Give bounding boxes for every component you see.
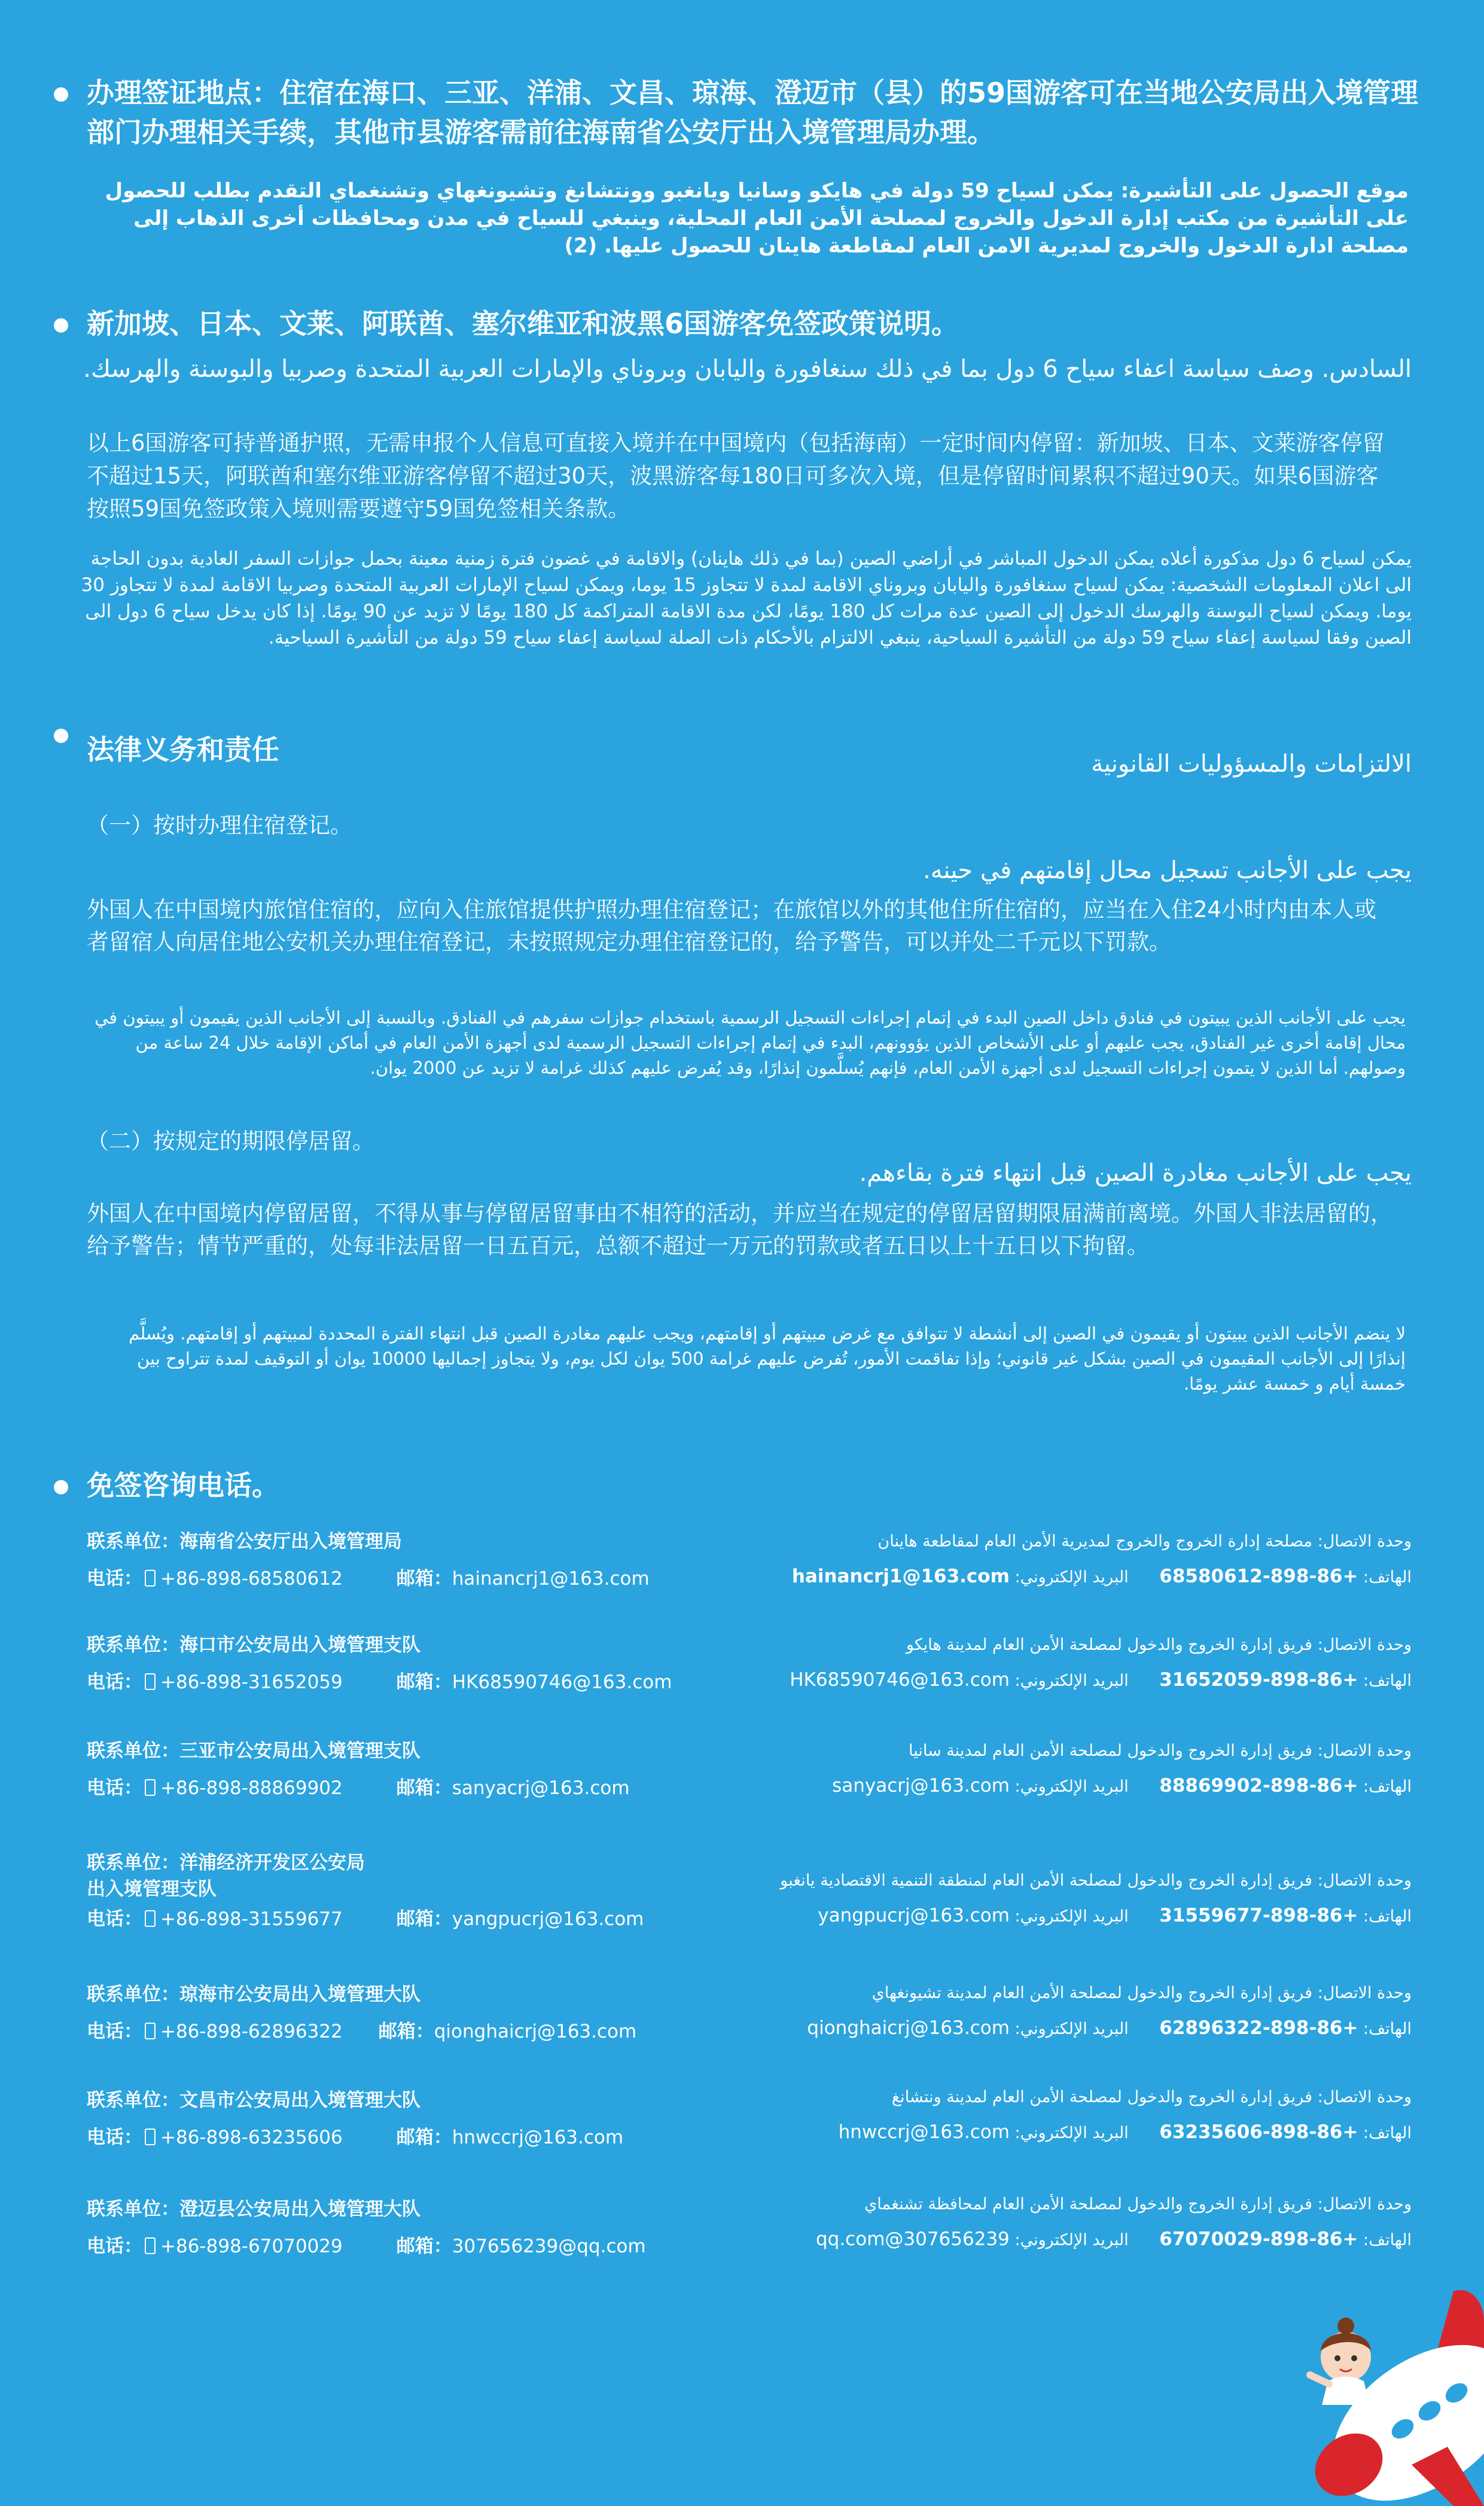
phone-icon [145, 1779, 156, 1796]
contact-email[interactable]: HK68590746@163.com [452, 1671, 672, 1693]
contact-email-ar[interactable]: hainancrj1@163.com [791, 1566, 1010, 1587]
contact-block-arabic [688, 1869, 1412, 1929]
phone-icon [145, 2023, 156, 2039]
contact-block-arabic [748, 1981, 1412, 2041]
legal-heading: 法律义务和责任 [87, 733, 279, 766]
email-label-ar: البريد الإلكتروني: [1014, 1671, 1129, 1690]
contact-block [87, 1528, 745, 1592]
contact-email[interactable]: yangpucrj@163.com [452, 1908, 644, 1930]
contact-block [87, 1738, 745, 1801]
contact-unit-ar: مصلحة إدارة الخروج والخروج لمديرية الأمن العام لمقاطعة هاينان [877, 1532, 1312, 1551]
contact-block-arabic [748, 2085, 1412, 2145]
phone-label: 电话： [87, 1777, 142, 1799]
six-countries-heading: 新加坡、日本、文莱、阿联酋、塞尔维亚和波黑6国游客免签政策说明。 [87, 307, 959, 340]
phone-icon [145, 1570, 156, 1587]
email-label-ar: البريد الإلكتروني: [1014, 1777, 1129, 1796]
contact-unit: 三亚市公安局出入境管理支队 [179, 1740, 420, 1762]
contact-email-ar[interactable]: yangpucrj@163.com [818, 1905, 1010, 1926]
contact-phone-ar[interactable]: +86-898-31652059 [1159, 1669, 1358, 1691]
unit-label-ar: وحدة الاتصال: [1317, 2195, 1412, 2213]
phone-icon [145, 1910, 156, 1927]
unit-label-ar: وحدة الاتصال: [1317, 2088, 1412, 2106]
email-label: 邮箱： [378, 2021, 434, 2042]
legal-item1-arabic-title: يجب على الأجانب تسجيل محال إقامتهم في حينه. [923, 857, 1412, 884]
contact-phone[interactable]: +86-898-68580612 [160, 1568, 343, 1590]
contact-email-ar[interactable]: HK68590746@163.com [790, 1669, 1010, 1691]
contact-email[interactable]: hnwccrj@163.com [452, 2127, 624, 2148]
contact-email-ar[interactable]: 307656239@qq.com [815, 2228, 1010, 2250]
contact-phone-ar[interactable]: +86-898-31559677 [1159, 1905, 1358, 1926]
legal-item2-title: （二）按规定的期限停居留。 [87, 1128, 374, 1154]
contact-email[interactable]: qionghaicrj@163.com [434, 2021, 637, 2042]
contact-unit: 洋浦经济开发区公安局 [179, 1852, 365, 1874]
contact-unit-ar: فريق إدارة الخروج والدخول لمصلحة الأمن العام لمنطقة التنمية الاقتصادية يانغبو [780, 1871, 1312, 1890]
bullet-dot-icon [54, 729, 68, 743]
phone-label: 电话： [87, 2021, 142, 2042]
unit-label-ar: وحدة الاتصال: [1317, 1984, 1412, 2002]
contact-email-ar[interactable]: hnwccrj@163.com [838, 2121, 1010, 2143]
visa-location-heading: 办理签证地点：住宿在海口、三亚、洋浦、文昌、琼海、澄迈市（县）的59国游客可在当地公安局出入境管理部门办理相关手续，其他市县游客需前往海南省公安厅出入境管理局办理。 [87, 77, 1419, 148]
phone-label: 电话： [87, 2236, 142, 2257]
phone-label-ar: الهاتف: [1363, 2124, 1412, 2142]
contact-unit: 琼海市公安局出入境管理大队 [179, 1984, 420, 2005]
legal-item1-arabic-body: يجب على الأجانب الذين يبيتون في فنادق داخل الصين البدء في إتمام إجراءات التسجيل الرسمية باستخدام جوازات سفرهم في الفنادق. وبالنسبة إلى الأجانب الذين يقيمون أو يبيتون في محال إقامة أخرى غير الفنادق، يجب عليهم أو على الأشخاص الذين يؤوونهم، البدء في إتمام إجراءات التسجيل الرسمية لدى أجهزة الأمن العام في أماكن الإقامة خلال 24 ساعة من وصولهم. أما الذين لا يتمون إجراءات التسجيل لدى أجهزة الأمن العام، فإنهم يُسلَّمون إنذارًا، وقد يُفرض عليهم كذلك غرامة لا تزيد عن 2000 يوان. [95, 1007, 1406, 1078]
unit-label: 联系单位： [87, 2199, 179, 2220]
email-label: 邮箱： [396, 1671, 452, 1693]
contact-phone[interactable]: +86-898-67070029 [160, 2236, 343, 2257]
contact-phone-ar[interactable]: +86-898-62896322 [1159, 2017, 1358, 2039]
phone-icon [145, 2237, 156, 2254]
phone-icon [145, 2129, 156, 2145]
unit-label-ar: وحدة الاتصال: [1317, 1636, 1412, 1654]
bullet-dot-icon [54, 87, 68, 102]
phone-label: 电话： [87, 1908, 142, 1930]
legal-item1-title: （一）按时办理住宿登记。 [87, 812, 352, 838]
contact-block [87, 1850, 745, 1932]
contact-phone[interactable]: +86-898-62896322 [160, 2021, 343, 2042]
phone-label: 电话： [87, 1568, 142, 1590]
phone-label: 电话： [87, 2127, 142, 2148]
contact-unit: 海口市公安局出入境管理支队 [179, 1634, 420, 1656]
contact-unit-ar: فريق إدارة الخروج والدخول لمصلحة الأمن العام لمدينة هايكو [906, 1636, 1312, 1654]
email-label: 邮箱： [396, 2127, 452, 2148]
email-label-ar: البريد الإلكتروني: [1014, 1907, 1129, 1926]
email-label-ar: البريد الإلكتروني: [1014, 2020, 1129, 2038]
contact-unit-line2: 出入境管理支队 [87, 1878, 217, 1900]
contact-email[interactable]: sanyacrj@163.com [452, 1777, 630, 1799]
contact-unit: 澄迈县公安局出入境管理大队 [179, 2199, 420, 2220]
contact-unit: 海南省公安厅出入境管理局 [179, 1531, 402, 1552]
six-countries-arabic-heading: السادس. وصف سياسة اعفاء سياح 6 دول بما في ذلك سنغافورة واليابان وبروناي والإمارات العربية المتحدة وصربيا والبوسنة والهرسك. [83, 355, 1412, 383]
phone-label-ar: الهاتف: [1363, 2231, 1412, 2249]
contact-unit-ar: فريق إدارة الخروج والدخول لمصلحة الأمن العام لمدينة تشيونغهاي [871, 1984, 1312, 2002]
contact-email[interactable]: 307656239@qq.com [452, 2236, 646, 2257]
email-label-ar: البريد الإلكتروني: [1014, 2124, 1129, 2142]
email-label-ar: البريد الإلكتروني: [1014, 1568, 1129, 1587]
email-label: 邮箱： [396, 1777, 452, 1799]
contact-phone-ar[interactable]: +86-898-88869902 [1159, 1775, 1358, 1796]
contact-block-arabic [748, 2193, 1412, 2252]
unit-label: 联系单位： [87, 1531, 179, 1552]
contact-phone-ar[interactable]: +86-898-67070029 [1159, 2228, 1358, 2250]
contact-phone-ar[interactable]: +86-898-63235606 [1159, 2121, 1358, 2143]
unit-label: 联系单位： [87, 1852, 179, 1874]
phone-icon [145, 1673, 156, 1690]
unit-label-ar: وحدة الاتصال: [1317, 1741, 1412, 1760]
contact-block [87, 2087, 745, 2151]
phone-label-ar: الهاتف: [1363, 1671, 1412, 1690]
visa-location-arabic: موقع الحصول على التأشيرة: يمكن لسياح 59 دولة في هايكو وسانيا ويانغبو وونتشانغ وتشيونغهاي وتشنغماي التقدم بطلب للحصول على التأشيرة من مكتب إدارة الدخول والخروج لمصلحة الأمن العام المحلية، وينبغي للسياح في مدن ومحافظات أخرى الذهاب إلى مصلحة ادارة الدخول والخروج لمديرية الامن العام لمقاطعة هاينان للحصول عليها. (2) [105, 179, 1409, 258]
unit-label: 联系单位： [87, 1984, 179, 2005]
airplane-mascot-illustration [1274, 2267, 1484, 2506]
contact-block-arabic [748, 1633, 1412, 1693]
contact-phone[interactable]: +86-898-63235606 [160, 2127, 343, 2148]
contact-block [87, 1632, 745, 1695]
legal-item1-body: 外国人在中国境内旅馆住宿的，应向入住旅馆提供护照办理住宿登记；在旅馆以外的其他住所住宿的，应当在入住24小时内由本人或者留宿人向居住地公安机关办理住宿登记，未按照规定办理住宿登记的，给予警告，可以并处二千元以下罚款。 [87, 897, 1377, 955]
contact-unit: 文昌市公安局出入境管理大队 [179, 2090, 420, 2111]
contact-email-ar[interactable]: qionghaicrj@163.com [807, 2017, 1010, 2039]
contact-phone[interactable]: +86-898-31652059 [160, 1671, 343, 1693]
unit-label: 联系单位： [87, 1740, 179, 1762]
email-label-ar: البريد الإلكتروني: [1014, 2231, 1129, 2249]
email-label: 邮箱： [396, 1908, 452, 1930]
legal-arabic-heading: الالتزامات والمسؤوليات القانونية [1091, 750, 1412, 778]
bullet-dot-icon [54, 1480, 68, 1494]
contact-email[interactable]: hainancrj1@163.com [452, 1568, 650, 1590]
contact-block-arabic [748, 1530, 1412, 1590]
phone-label-ar: الهاتف: [1363, 1907, 1412, 1926]
unit-label-ar: وحدة الاتصال: [1317, 1532, 1412, 1551]
contact-phone[interactable]: +86-898-31559677 [160, 1908, 343, 1930]
phone-label: 电话： [87, 1671, 142, 1693]
unit-label: 联系单位： [87, 2090, 179, 2111]
phone-label-ar: الهاتف: [1363, 1568, 1412, 1587]
contact-unit-ar: فريق إدارة الخروج والدخول لمصلحة الأمن العام لمحافظة تشنغماي [864, 2195, 1312, 2213]
contact-block [87, 1981, 745, 2045]
contact-email-ar[interactable]: sanyacrj@163.com [832, 1775, 1010, 1796]
unit-label-ar: وحدة الاتصال: [1317, 1871, 1412, 1890]
legal-item2-arabic-body: لا ينضم الأجانب الذين يبيتون أو يقيمون في الصين إلى أنشطة لا تتوافق مع غرض مبيتهم أو إقامتهم، ويجب عليهم مغادرة الصين قبل انتهاء الفترة المحددة لمبيتهم أو إقامتهم. ويُسلَّم إنذارًا إلى الأجانب المقيمون في الصين بشكل غير قانوني؛ وإذا تفاقمت الأمور، تُفرض عليهم غرامة 500 يوان لكل يوم، ولا يتجاوز إجماليها 10000 يوان أو التوقيف لمدة تتراوح بين خمسة أيام و خمسة عشر يومًا. [129, 1323, 1406, 1394]
unit-label: 联系单位： [87, 1634, 179, 1656]
contact-phone-ar[interactable]: +86-898-68580612 [1159, 1566, 1358, 1587]
bullet-dot-icon [54, 318, 68, 333]
email-label: 邮箱： [396, 1568, 452, 1590]
contact-block-arabic [748, 1739, 1412, 1799]
six-countries-body: 以上6国游客可持普通护照，无需申报个人信息可直接入境并在中国境内（包括海南）一定时间内停留：新加坡、日本、文莱游客停留不超过15天，阿联酋和塞尔维亚游客停留不超过30天，波黑游客每180日可多次入境，但是停留时间累积不超过90天。如果6国游客按照59国免签政策入境则需要遵守59国免签相关条款。 [87, 430, 1385, 522]
contact-unit-ar: فريق إدارة الخروج والدخول لمصلحة الأمن العام لمدينة سانيا [908, 1741, 1312, 1760]
contact-phone[interactable]: +86-898-88869902 [160, 1777, 343, 1799]
email-label: 邮箱： [396, 2236, 452, 2257]
contact-block [87, 2196, 745, 2260]
phone-label-ar: الهاتف: [1363, 1777, 1412, 1796]
phone-label-ar: الهاتف: [1363, 2020, 1412, 2038]
six-countries-arabic-body: يمكن لسياح 6 دول مذكورة أعلاه يمكن الدخول المباشر في أراضي الصين (بما في ذلك هاينان) والاقامة في غضون فترة زمنية معينة بحمل جوازات السفر العادية بدون الحاجة الى اعلان المعلومات الشخصية: يمكن لسياح سنغافورة واليابان وبروناي الاقامة لمدة لا تتجاوز 15 يوما، ويمكن لسياح الإمارات العربية المتحدة وصربيا الاقامة لمدة لا تتجاوز 30 يوما. ويمكن لسياح البوسنة والهرسك الدخول إلى الصين عدة مرات كل 180 يومًا، لكن مدة الاقامة المتراكمة كل 180 يومًا لا تزيد عن 90 يومًا. إذا كان يدخل سياح 6 دول الى الصين وفقا لسياسة إعفاء سياح 59 دولة من التأشيرة السياحية، ينبغي الالتزام بالأحكام ذات الصلة لسياسة إعفاء سياح 59 دولة من التأشيرة السياحية. [81, 548, 1412, 648]
legal-item2-arabic-title: يجب على الأجانب مغادرة الصين قبل انتهاء فترة بقاءهم. [859, 1159, 1412, 1187]
contact-unit-ar: فريق إدارة الخروج والدخول لمصلحة الأمن العام لمدينة ونتشانغ [891, 2088, 1312, 2106]
legal-item2-body: 外国人在中国境内停留居留，不得从事与停留居留事由不相符的活动，并应当在规定的停留居留期限届满前离境。外国人非法居留的，给予警告；情节严重的，处每非法居留一日五百元，总额不超过一万元的罚款或者五日以上十五日以下拘留。 [87, 1201, 1392, 1259]
consult-heading: 免签咨询电话。 [87, 1469, 279, 1502]
